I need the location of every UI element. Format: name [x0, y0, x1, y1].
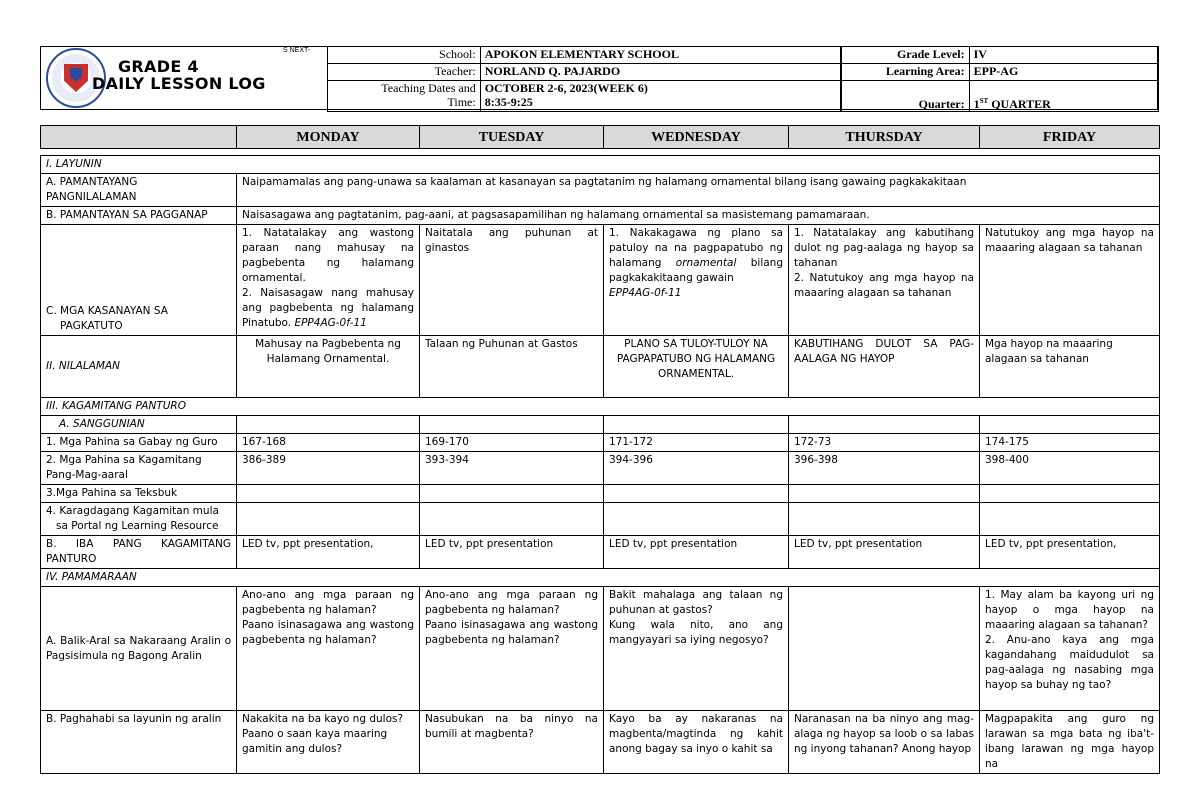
quarter-label: Quarter: — [842, 81, 970, 112]
balik-aral-monday-1: Ano-ano ang mga paraan ng pagbebenta ng halaman? — [242, 589, 414, 616]
gabay-monday: 167-168 — [237, 434, 420, 452]
dates-value-line1: OCTOBER 2-6, 2023(WEEK 6) — [484, 81, 648, 95]
kasanayan-label-line1: C. MGA KASANAYAN SA — [46, 305, 168, 317]
row-paghahabi — [41, 711, 1160, 774]
gabay-friday: 174-175 — [980, 434, 1160, 452]
paghahabi-monday-1: Nakakita na ba kayo ng dulos? — [242, 713, 404, 725]
teksbuk-label: 3.Mga Pahina sa Teksbuk — [41, 485, 237, 503]
teacher-label: Teacher: — [328, 64, 481, 81]
sanggunian-cell — [789, 416, 980, 434]
nilalaman-tuesday: Talaan ng Puhunan at Gastos — [420, 336, 604, 398]
kasanayan-thursday — [789, 225, 980, 336]
nilalaman-label: II. NILALAMAN — [41, 336, 237, 398]
sanggunian-cell — [237, 416, 420, 434]
title-daily-lesson-log: DAILY LESSON LOG — [92, 74, 266, 93]
nilalaman-wednesday: PLANO SA TULOY-TULOY NA PAGPAPATUBO NG HALAMANG ORNAMENTAL. — [604, 336, 789, 398]
karagdagang-cell — [789, 503, 980, 536]
grade-value: IV — [969, 47, 1158, 64]
iba-label: B. IBA PANG KAGAMITANG PANTURO — [41, 536, 237, 569]
row-kagamitan-pahina — [41, 452, 1160, 485]
paghahabi-label: B. Paghahabi sa layunin ng aralin — [41, 711, 237, 774]
kagamitan-pahina-label: 2. Mga Pahina sa Kagamitang Pang-Mag-aaral — [41, 452, 237, 485]
sanggunian-cell — [420, 416, 604, 434]
iba-thursday: LED tv, ppt presentation — [789, 536, 980, 569]
sanggunian-cell — [604, 416, 789, 434]
header-school-table — [327, 46, 841, 112]
kasanayan-label-line2: PAGKATUTO — [60, 320, 123, 332]
iba-friday: LED tv, ppt presentation, — [980, 536, 1160, 569]
balik-aral-friday-1: 1. May alam ba kayong uri ng hayop o mga hayop na maaaring alagaan sa tahanan? — [985, 589, 1154, 631]
paghahabi-thursday: Naranasan na ba ninyo ang mag-alaga ng hayop sa loob o sa labas ng inyong tahanan? Anong hayop — [789, 711, 980, 774]
balik-aral-wednesday-2: Kung wala nito, ano ang mangyayari sa iying negosyo? — [609, 619, 783, 646]
row-balik-aral — [41, 587, 1160, 711]
days-header-row — [41, 126, 1160, 149]
kasanayan-tuesday: Naitatala ang puhunan at ginastos — [420, 225, 604, 336]
karagdagang-cell — [420, 503, 604, 536]
karagdagang-cell — [604, 503, 789, 536]
nilalaman-thursday: KABUTIHANG DULOT SA PAG-AALAGA NG HAYOP — [789, 336, 980, 398]
row-gabay — [41, 434, 1160, 452]
gabay-tuesday: 169-170 — [420, 434, 604, 452]
kagamitan-pahina-monday: 386-389 — [237, 452, 420, 485]
balik-aral-tuesday — [420, 587, 604, 711]
row-teksbuk — [41, 485, 1160, 503]
nilalaman-monday: Mahusay na Pagbebenta ng Halamang Ornamental. — [237, 336, 420, 398]
balik-aral-thursday — [789, 587, 980, 711]
gabay-label: 1. Mga Pahina sa Gabay ng Guro — [41, 434, 237, 452]
balik-aral-tuesday-1: Ano-ano ang mga paraan ng pagbebenta ng halaman? — [425, 589, 598, 616]
section-pamamaraan: IV. PAMAMARAAN — [41, 569, 1160, 587]
section-kagamitan: III. KAGAMITANG PANTURO — [41, 398, 1160, 416]
row-kagamitan — [41, 398, 1160, 416]
section-layunin: I. LAYUNIN — [41, 156, 1160, 174]
teksbuk-cell — [604, 485, 789, 503]
paghahabi-monday — [237, 711, 420, 774]
header-grade-table — [841, 46, 1159, 112]
pamantayang-label: A. PAMANTAYANG PANGNILALAMAN — [41, 174, 237, 207]
kasanayan-friday: Natutukoy ang mga hayop na maaaring alagaan sa tahanan — [980, 225, 1160, 336]
row-karagdagang — [41, 503, 1160, 536]
dates-value — [480, 81, 840, 112]
balik-aral-wednesday-1: Bakit mahalaga ang talaan ng puhunan at gastos? — [609, 589, 783, 616]
lesson-log-table — [40, 125, 1160, 774]
row-pagganap — [41, 207, 1160, 225]
karagdagang-cell — [980, 503, 1160, 536]
iba-wednesday: LED tv, ppt presentation — [604, 536, 789, 569]
day-tuesday: TUESDAY — [420, 126, 604, 149]
title-grade: GRADE 4 — [118, 57, 199, 76]
dates-label-line2: Time: — [447, 95, 476, 109]
kagamitan-pahina-tuesday: 393-394 — [420, 452, 604, 485]
kagamitan-pahina-wednesday: 394-396 — [604, 452, 789, 485]
dates-label-line1: Teaching Dates and — [381, 81, 476, 95]
balik-aral-friday — [980, 587, 1160, 711]
kasanayan-monday — [237, 225, 420, 336]
gabay-thursday: 172-73 — [789, 434, 980, 452]
row-kasanayan — [41, 225, 1160, 336]
area-value: EPP-AG — [969, 64, 1158, 81]
karagdagang-label-line1: 4. Karagdagang Kagamitan mula — [46, 505, 219, 517]
day-wednesday: WEDNESDAY — [604, 126, 789, 149]
balik-aral-friday-2: 2. Anu-ano kaya ang mga kagandahang maidudulot sa pag-aalaga ng nasabing mga hayop sa buhay ng tao? — [985, 634, 1154, 691]
teksbuk-cell — [237, 485, 420, 503]
corner-mark: S NEXT- — [283, 47, 311, 54]
teksbuk-cell — [420, 485, 604, 503]
paghahabi-monday-2: Paano o saan kaya maaring gamitin ang dulos? — [242, 728, 388, 755]
kasanayan-wednesday: 1. Nakakagawa ng plano sa patuloy na na pagpapatubo ng halamang ornamental bilang pagkakakitaang gawain EPP4AG-0f-11 — [604, 225, 789, 336]
kasanayan-wednesday-code: EPP4AG-0f-11 — [609, 287, 682, 299]
row-nilalaman — [41, 336, 1160, 398]
row-sanggunian — [41, 416, 1160, 434]
teksbuk-cell — [789, 485, 980, 503]
balik-aral-label: A. Balik-Aral sa Nakaraang Aralin o Pagsisimula ng Bagong Aralin — [41, 587, 237, 711]
kasanayan-monday-1: 1. Natatalakay ang wastong paraan nang mahusay na pagbebenta ng halamang ornamental. — [242, 227, 414, 284]
day-friday: FRIDAY — [980, 126, 1160, 149]
row-iba — [41, 536, 1160, 569]
paghahabi-tuesday: Nasubukan na ba ninyo na bumili at magbenta? — [420, 711, 604, 774]
sanggunian-cell — [980, 416, 1160, 434]
kasanayan-thursday-1: 1. Natatalakay ang kabutihang dulot ng pag-aalaga ng hayop sa tahanan — [794, 227, 974, 269]
dates-value-line2: 8:35-9:25 — [484, 95, 533, 109]
kasanayan-monday-2: 2. Naisasagaw nang mahusay ang pagbebenta ng halamang Pinatubo. EPP4AG-0f-11 — [242, 287, 414, 329]
karagdagang-label-line2: sa Portal ng Learning Resource — [56, 520, 219, 532]
balik-aral-monday-2: Paano isinasagawa ang wastong pagbebenta ng halaman? — [242, 619, 414, 646]
pamantayang-value: Naipamamalas ang pang-unawa sa kaalaman at kasanayan sa pagtatanim ng halamang ornamental bilang isang gawaing pagkakakitaan — [237, 174, 1160, 207]
school-value: APOKON ELEMENTARY SCHOOL — [480, 47, 840, 64]
pagganap-label: B. PAMANTAYAN SA PAGGANAP — [41, 207, 237, 225]
days-header-blank — [41, 126, 237, 149]
day-thursday: THURSDAY — [789, 126, 980, 149]
balik-aral-wednesday — [604, 587, 789, 711]
kagamitan-pahina-thursday: 396-398 — [789, 452, 980, 485]
iba-tuesday: LED tv, ppt presentation — [420, 536, 604, 569]
iba-monday: LED tv, ppt presentation, — [237, 536, 420, 569]
paghahabi-friday: Magpapakita ang guro ng larawan sa mga bata ng iba't-ibang larawan ng mga hayop na — [980, 711, 1160, 774]
nilalaman-friday: Mga hayop na maaaring alagaan sa tahanan — [980, 336, 1160, 398]
day-monday: MONDAY — [237, 126, 420, 149]
karagdagang-cell — [237, 503, 420, 536]
karagdagang-label — [41, 503, 237, 536]
grade-label: Grade Level: — [842, 47, 970, 64]
school-label: School: — [328, 47, 481, 64]
row-pamantayang — [41, 174, 1160, 207]
dates-label — [328, 81, 481, 112]
paghahabi-wednesday: Kayo ba ay nakaranas na magbenta/magtinda ng kahit anong bagay sa inyo o kahit sa — [604, 711, 789, 774]
row-layunin — [41, 156, 1160, 174]
kasanayan-label — [41, 225, 237, 336]
gabay-wednesday: 171-172 — [604, 434, 789, 452]
sanggunian-label: A. SANGGUNIAN — [41, 416, 237, 434]
row-pamamaraan — [41, 569, 1160, 587]
balik-aral-tuesday-2: Paano isinasagawa ang wastong pagbebenta ng halaman? — [425, 619, 598, 646]
area-label: Learning Area: — [842, 64, 970, 81]
quarter-value: 1ST QUARTER — [969, 81, 1158, 112]
balik-aral-monday — [237, 587, 420, 711]
teksbuk-cell — [980, 485, 1160, 503]
kagamitan-pahina-friday: 398-400 — [980, 452, 1160, 485]
kasanayan-thursday-2: 2. Natutukoy ang mga hayop na maaaring alagaan sa tahanan — [794, 272, 974, 299]
pagganap-value: Naisasagawa ang pagtatanim, pag-aani, at pagsasapamilihan ng halamang ornamental sa masistemang pamamaraan. — [237, 207, 1160, 225]
teacher-value: NORLAND Q. PAJARDO — [480, 64, 840, 81]
